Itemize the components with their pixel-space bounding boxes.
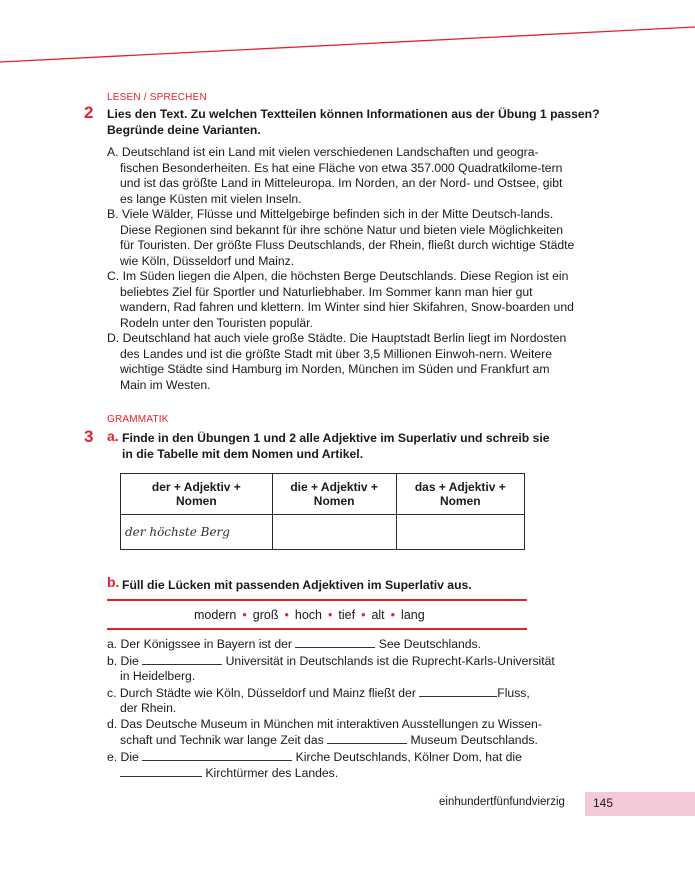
table-cell-empty[interactable] [272, 515, 396, 550]
sentence-text: e. Die [107, 749, 139, 764]
gap-fill-sentences [107, 636, 587, 782]
sentence-text: a. Der Königssee in Bayern ist der [107, 637, 292, 651]
sentence-d [107, 717, 587, 749]
sentence-text: Fluss, [497, 685, 530, 700]
sentence-text: Museum Deutschlands. [410, 733, 538, 747]
bullet-dot-icon: • [390, 608, 396, 622]
example-entry: der höchste Berg [121, 515, 273, 550]
section-label-lesen: LESEN / SPRECHEN [107, 92, 207, 103]
paragraph-d: D. Deutschland hat auch viele große Städte. Die Hauptstadt Berlin liegt im Nordosten des Landes und ist die größte Stadt mit über 3,5 Millionen Einwoh-nern. Weitere wichtige Städte sind Hamburg im Norden, München im Süden und Frankfurt am Main im Westen. [107, 331, 567, 392]
sentence-text: d. Das Deutsche Museum in München mit interaktiven Ausstellungen zu Wissen- [107, 716, 542, 731]
bullet-dot-icon: • [242, 608, 247, 622]
word-item: modern [194, 608, 237, 622]
gap-blank[interactable] [142, 653, 222, 665]
sentence-text: der Rhein. [120, 701, 177, 715]
header-line: der + Adjektiv + [151, 480, 241, 494]
header-die [272, 474, 396, 515]
gap-blank[interactable] [419, 685, 497, 697]
sentence-text: See Deutschlands. [378, 637, 482, 651]
word-bank [194, 608, 425, 622]
word-item: groß [252, 608, 279, 622]
gap-blank[interactable] [120, 765, 202, 777]
sentence-c [107, 685, 587, 717]
gap-blank[interactable] [295, 636, 375, 648]
sentence-text: in Heidelberg. [120, 669, 196, 683]
sentence-text: Kirche Deutschlands, Kölner Dom, hat die [295, 749, 522, 764]
word-item: alt [371, 608, 385, 622]
superlative-table [120, 473, 525, 550]
instruction-line: Begründe deine Varianten. [107, 123, 261, 137]
gap-blank[interactable] [327, 732, 407, 744]
header-line: Nomen [439, 494, 481, 508]
exercise-number-2: 2 [84, 103, 94, 122]
sentence-b [107, 653, 587, 685]
header-line: Nomen [176, 494, 217, 508]
instruction-line: Finde in den Übungen 1 und 2 alle Adjektive im Superlativ und schreib sie [122, 431, 550, 445]
word-item: hoch [294, 608, 322, 622]
header-der [121, 474, 273, 515]
header-line: Nomen [313, 494, 355, 508]
header-line: die + Adjektiv + [290, 480, 378, 494]
reading-text [107, 145, 577, 393]
table-row [121, 515, 525, 550]
table-header-row [121, 474, 525, 515]
instruction-line: in die Tabelle mit dem Nomen und Artikel. [122, 447, 364, 461]
bullet-dot-icon: • [361, 608, 366, 622]
page-number-words: einhundertfünfundvierzig [439, 796, 565, 808]
header-line: das + Adjektiv + [414, 480, 506, 494]
part-a-letter: a. [107, 428, 119, 444]
instruction-line: Lies den Text. Zu welchen Textteilen können Informationen aus der Übung 1 passen? [107, 107, 600, 121]
exercise-2-instruction [107, 106, 667, 138]
sentence-text: c. Durch Städte wie Köln, Düsseldorf und Mainz fließt der [107, 685, 416, 700]
paragraph-b: B. Viele Wälder, Flüsse und Mittelgebirge befinden sich in der Mitte Deutsch-lands. Diese Regionen sind bekannt für ihre schöne Natur und bieten viele Möglichkeiten für Touristen. Der größte Fluss Deutschlands, der Rhein, fließt durch wichtige Städte wie Köln, Düsseldorf und Mainz. [107, 207, 575, 268]
sentence-a [107, 636, 587, 653]
sentence-text: Universität in Deutschlands ist die Ruprecht-Karls-Universität [225, 653, 555, 668]
header-das [396, 474, 524, 515]
word-item: tief [338, 608, 356, 622]
sentence-text: schaft und Technik war lange Zeit das [120, 733, 324, 747]
gap-blank[interactable] [142, 749, 292, 761]
part-b-letter: b. [107, 574, 120, 590]
word-item: lang [401, 608, 425, 622]
top-red-rule [0, 0, 695, 80]
word-box-top-rule [107, 599, 527, 601]
table-cell-empty[interactable] [396, 515, 524, 550]
part-a-instruction [122, 430, 662, 462]
exercise-number-3: 3 [84, 427, 94, 446]
sentence-e [107, 749, 587, 782]
bullet-dot-icon: • [284, 608, 289, 622]
sentence-text: Kirchtürmer des Landes. [205, 766, 339, 780]
page-number: 145 [593, 796, 614, 810]
sentence-text: b. Die [107, 653, 139, 668]
section-label-grammatik: GRAMMATIK [107, 414, 169, 425]
paragraph-a: A. Deutschland ist ein Land mit vielen verschiedenen Landschaften und geogra-fischen Besonderheiten. Es hat eine Fläche von etwa 357.000 Quadratkilome-tern und ist das größte Land in Mitteleuropa. Im Norden, an der Nord- und Ostsee, gibt es lange Küsten mit vielen Inseln. [107, 145, 563, 206]
part-b-instruction: Füll die Lücken mit passenden Adjektiven im Superlativ aus. [122, 578, 472, 592]
word-box-bottom-rule [107, 628, 527, 630]
bullet-dot-icon: • [327, 608, 333, 622]
paragraph-c: C. Im Süden liegen die Alpen, die höchsten Berge Deutschlands. Diese Region ist ein beliebtes Ziel für Sportler und Naturliebhaber. Im Sommer kann man hier gut wandern, Rad fahren und klettern. Im Winter sind hier Skifahren, Snow-boarden und Rodeln unter den Touristen populär. [107, 269, 574, 330]
